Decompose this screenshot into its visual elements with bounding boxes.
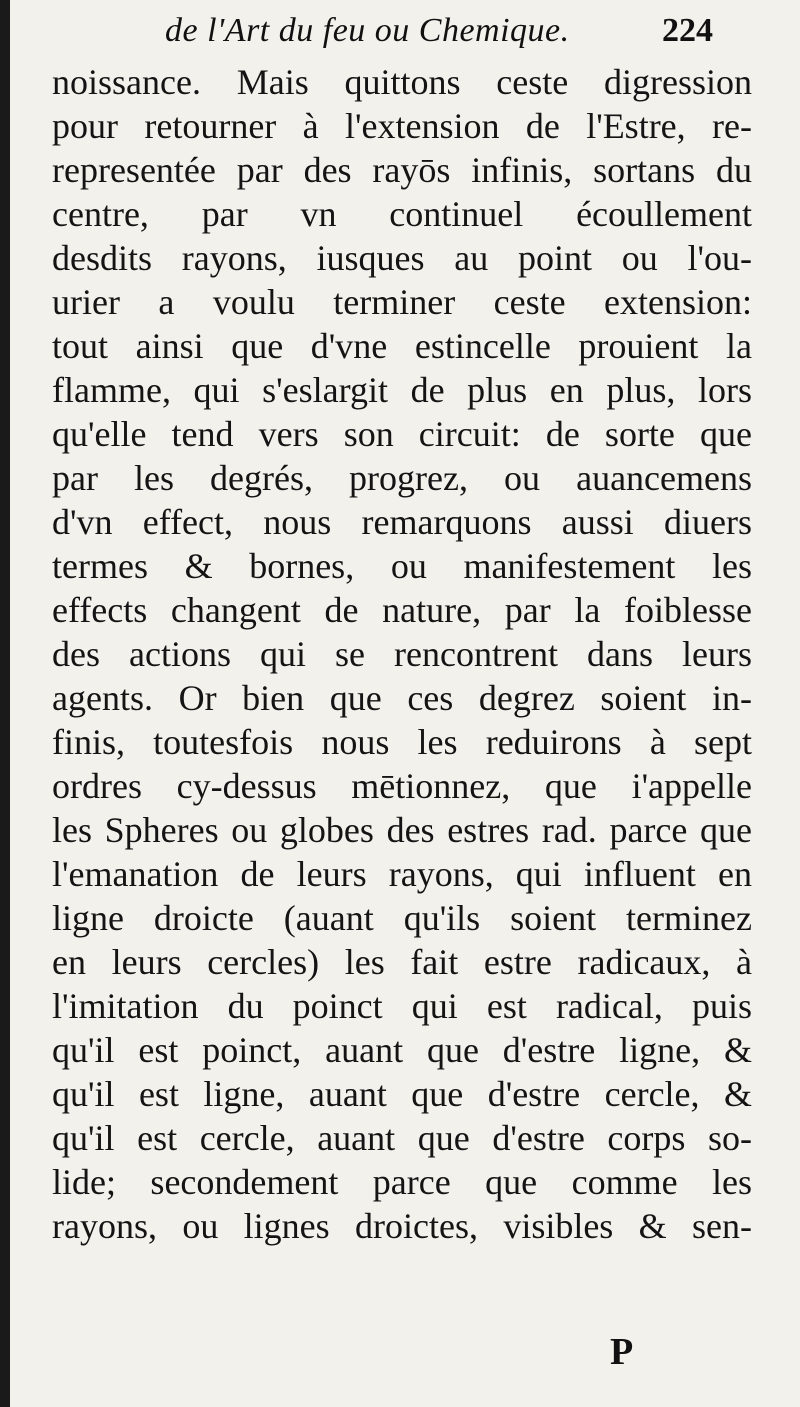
text-line: pour retourner à l'extension de l'Estre, re- bbox=[52, 106, 752, 146]
text-line: centre, par vn continuel écoullement bbox=[52, 194, 752, 234]
text-line: termes & bornes, ou manifestement les bbox=[52, 546, 752, 586]
text-line: rayons, ou lignes droictes, visibles & sen- bbox=[52, 1206, 752, 1246]
page-number: 224 bbox=[662, 12, 713, 49]
text-line: finis, toutesfois nous les reduirons à sept bbox=[52, 722, 752, 762]
page-edge bbox=[0, 0, 10, 1407]
text-line: l'imitation du poinct qui est radical, puis bbox=[52, 986, 752, 1026]
text-line: les Spheres ou globes des estres rad. parce que bbox=[52, 810, 752, 850]
text-line: representée par des rayōs infinis, sortans du bbox=[52, 150, 752, 190]
text-line: qu'il est cercle, auant que d'estre corps so- bbox=[52, 1118, 752, 1158]
text-line: ordres cy-dessus mētionnez, que i'appelle bbox=[52, 766, 752, 806]
text-line: effects changent de nature, par la foiblesse bbox=[52, 590, 752, 630]
text-line: d'vn effect, nous remarquons aussi diuers bbox=[52, 502, 752, 542]
text-line: en leurs cercles) les fait estre radicaux, à bbox=[52, 942, 752, 982]
text-line: des actions qui se rencontrent dans leurs bbox=[52, 634, 752, 674]
text-line: agents. Or bien que ces degrez soient in- bbox=[52, 678, 752, 718]
text-line: l'emanation de leurs rayons, qui influent en bbox=[52, 854, 752, 894]
text-line: flamme, qui s'eslargit de plus en plus, lors bbox=[52, 370, 752, 410]
text-line: qu'il est ligne, auant que d'estre cercle, & bbox=[52, 1074, 752, 1114]
running-head: de l'Art du feu ou Chemique. bbox=[165, 12, 570, 49]
text-line: desdits rayons, iusques au point ou l'ou- bbox=[52, 238, 752, 278]
text-line: lide; secondement parce que comme les bbox=[52, 1162, 752, 1202]
text-line: noissance. Mais quittons ceste digression bbox=[52, 62, 752, 102]
text-line: tout ainsi que d'vne estincelle prouient la bbox=[52, 326, 752, 366]
text-line: ligne droicte (auant qu'ils soient terminez bbox=[52, 898, 752, 938]
page-header bbox=[10, 8, 800, 48]
text-line: qu'il est poinct, auant que d'estre ligne, & bbox=[52, 1030, 752, 1070]
signature-mark: P bbox=[610, 1331, 634, 1373]
body-text bbox=[52, 60, 752, 1248]
book-page bbox=[10, 0, 800, 1407]
text-line: par les degrés, progrez, ou auancemens bbox=[52, 458, 752, 498]
text-line: urier a voulu terminer ceste extension: bbox=[52, 282, 752, 322]
text-line: qu'elle tend vers son circuit: de sorte que bbox=[52, 414, 752, 454]
